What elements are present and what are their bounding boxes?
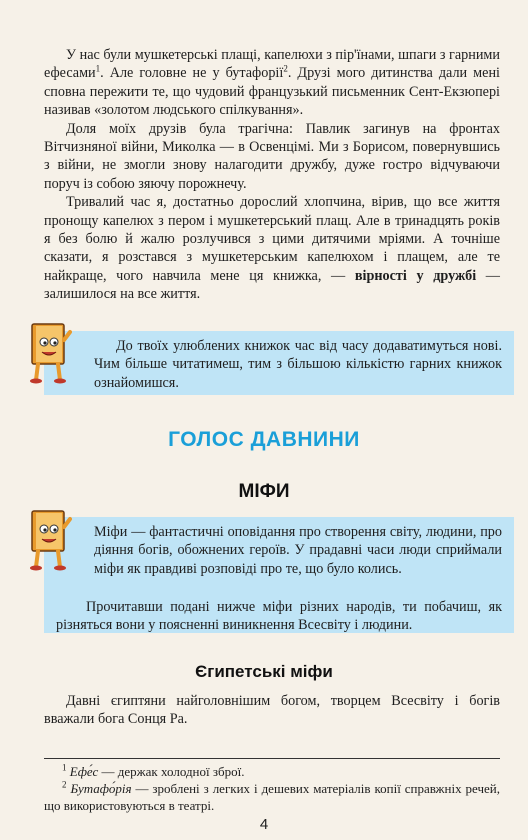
footnote-ref-2: 2 [283,63,288,74]
egypt-myths-title: Єгипетські міфи [195,662,333,681]
footnote-2-num: 2 [62,779,67,790]
footnote-1 [44,763,500,780]
footnote-1-term: Ефе́с [69,764,99,779]
intro-p3-part-b: — залишилося на все життя. [44,267,500,303]
book-mascot-icon [24,507,72,571]
book-mascot-icon [24,320,72,384]
intro-p1-part-b: . Але головне не у бутафорії [100,65,284,82]
footnote-ref-1: 1 [95,63,101,74]
subsection-title: МІФИ [238,481,290,502]
intro-p3-bold: вірності у дружбі [354,267,477,284]
intro-p1-part-c: . Друзі мого дитинства дали мені сповна пережити те, що чудовий французький письменник Сент-Екзюпері називав «золотом людського спілкування». [44,65,500,119]
egypt-text [44,692,500,729]
intro-p3-part-a: Тривалий час я, достатньо дорослий хлопчина, вірив, що все життя пронощу капелюх з пером і мушкетерський плащ. Але в тринадцять років я без болю й жалю розлучився з цими дитячими мріями. А точніше сказати, я розстався з мушкетерським капелюхом і плащем, але те найкраще, чого навчила мене ця книжка, — [44,194,500,284]
tip-box-2-text-2: Прочитавши подані нижче міфи різних народів, ти побачиш, як різняться вони у поясненні виникнення Всесвіту і людини. [56,599,502,634]
section-title: ГОЛОС ДАВНИНИ [168,428,360,451]
tip-box-1-text: До твоїх улюблених книжок час від часу додаватимуться нові. Чим більше читатимеш, тим з більшою кількістю гарних книжок ознайомишся. [94,338,502,391]
footnote-1-def: — держак холодної зброї. [98,764,245,779]
footnotes [44,758,500,814]
intro-text [44,46,500,304]
intro-paragraph-1 [44,46,500,120]
egypt-paragraph: Давні єгиптяни найголовнішим богом, творцем Всесвіту і богів вважали бога Сонця Ра. [44,693,500,728]
intro-paragraph-3 [44,193,500,303]
footnote-2-def: — зроблені з легких і дешевих матеріалів копії справжніх речей, що використовуються в театрі. [44,781,500,813]
intro-p1-part-a: У нас були мушкетерські плащі, капелюхи з пір'їнами, шпаги з гарними ефесами [44,47,500,82]
footnote-2-term: Бутафо́рія [70,781,132,796]
tip-box-2-text-1: Міфи — фантастичні оповідання про створення світу, людини, про діяння богів, обожнених героїв. У прадавні часи люди сприймали міфи як правдиві розповіді про те, що було колись. [94,524,502,577]
footnote-2 [44,780,500,814]
footnote-1-num: 1 [62,762,67,773]
page-number: 4 [259,816,269,833]
tip-box-1 [44,331,514,395]
intro-paragraph-2: Доля моїх друзів була трагічна: Павлик загинув на фронтах Вітчизняної війни, Миколка — в Освенцімі. Ми з Борисом, повернувшись з війни, не змогли знову налагодити дружбу, дуже гостро відчуваючи поруч із собою зяючу порожнечу. [44,120,500,192]
tip-box-2 [44,517,514,633]
